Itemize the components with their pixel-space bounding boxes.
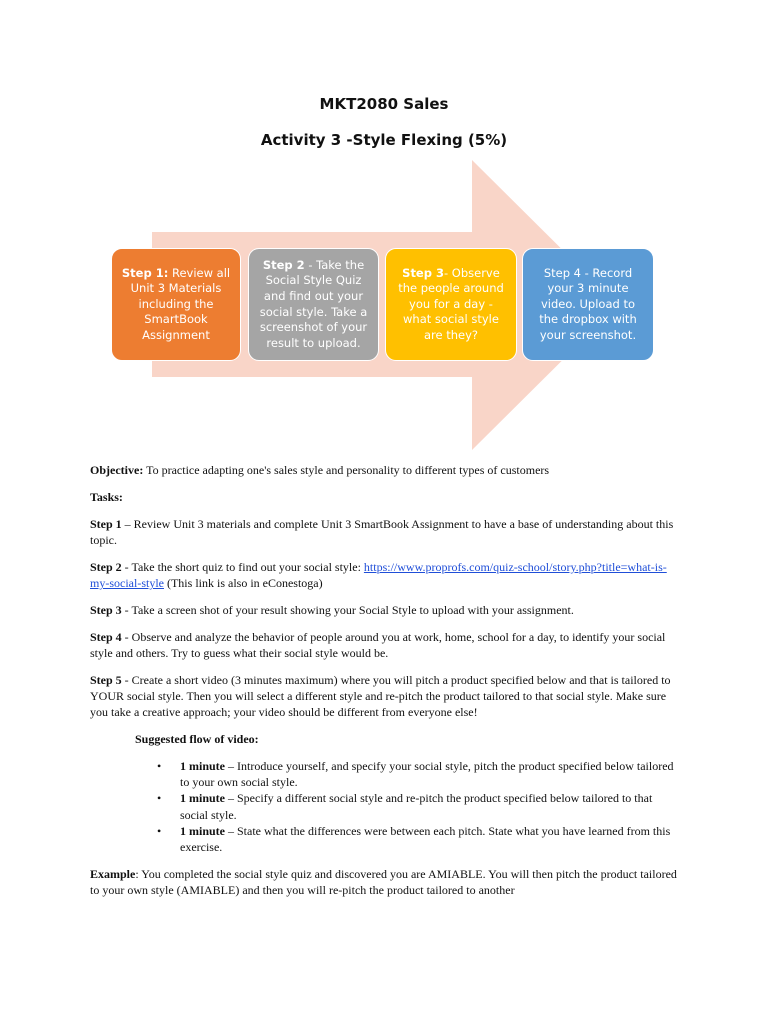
activity-subtitle: Activity 3 -Style Flexing (5%)	[260, 131, 508, 149]
step-1-box	[111, 248, 241, 361]
step-4-box	[522, 248, 654, 361]
example-text: : You completed the social style quiz and discovered you are AMIABLE. You will then pitch the product tailored to your own style (AMIABLE) and then you will re-pitch the product tailored to another	[90, 867, 677, 898]
task-4-text: - Observe and analyze the behavior of people around you at work, home, school for a day, to identify your social style and others. Try to guess what their social style would be.	[90, 629, 666, 660]
task-5	[90, 672, 680, 721]
video-flow-section	[135, 731, 680, 856]
task-3-label: Step 3	[90, 602, 122, 617]
flow-item-text: – Specify a different social style and re-pitch the product specified below tailored to that social style.	[180, 791, 653, 822]
step-4-text: Step 4 - Record your 3 minute video. Upload to the dropbox with your screenshot.	[539, 265, 637, 342]
step-1-label: Step 1:	[121, 265, 169, 280]
tasks-heading	[90, 489, 680, 505]
flow-item-label: 1 minute	[180, 824, 225, 839]
task-2-label: Step 2	[90, 559, 122, 574]
flow-item-label: 1 minute	[180, 791, 225, 806]
example-label: Example	[90, 867, 136, 882]
task-1-label: Step 1	[90, 516, 122, 531]
objective-paragraph	[90, 462, 680, 478]
task-4-label: Step 4	[90, 629, 122, 644]
document-title: MKT2080 Sales	[319, 95, 449, 113]
step-2-box	[248, 248, 379, 361]
video-flow-list	[135, 758, 680, 856]
task-3	[90, 602, 680, 618]
list-item	[135, 823, 680, 856]
task-2-pre: - Take the short quiz to find out your social style:	[121, 559, 364, 574]
objective-label: Objective:	[90, 463, 144, 477]
instructions-body	[90, 462, 680, 909]
task-1	[90, 516, 680, 549]
quiz-link[interactable]: https://www.proprofs.com/quiz-school/story.php?title=what-is-my-social-style	[90, 559, 667, 590]
task-1-text: – Review Unit 3 materials and complete Unit 3 SmartBook Assignment to have a base of understanding about this topic.	[90, 516, 674, 547]
bullet-icon: •	[157, 758, 162, 773]
list-item	[135, 790, 680, 823]
task-2-post: (This link is also in eConestoga)	[163, 575, 323, 590]
task-4	[90, 629, 680, 662]
step-3-box	[385, 248, 517, 361]
flow-item-text: – State what the differences were between each pitch. State what you have learned from this exercise.	[180, 824, 671, 855]
tasks-label: Tasks:	[90, 489, 123, 504]
bullet-icon: •	[157, 791, 162, 806]
objective-text: To practice adapting one's sales style and personality to different types of customers	[143, 463, 550, 477]
video-flow-title: Suggested flow of video:	[135, 732, 259, 747]
flow-item-label: 1 minute	[180, 758, 225, 773]
bullet-icon: •	[157, 824, 162, 839]
flow-item-text: – Introduce yourself, and specify your social style, pitch the product specified below tailored to your own social style.	[180, 758, 674, 790]
example-paragraph	[90, 866, 680, 899]
task-5-label: Step 5	[90, 672, 122, 687]
task-5-text: - Create a short video (3 minutes maximum) where you will pitch a product specified below and that is tailored to YOUR social style. Then you will select a different style and re-pitch the product tailored to that social style. Make sure you take a creative approach; your video should be different from everyone else!	[90, 672, 671, 720]
step-1-text: Review all Unit 3 Materials including the SmartBook Assignment	[130, 265, 231, 342]
step-3-label: Step 3	[402, 265, 444, 280]
step-2-label: Step 2	[262, 257, 305, 272]
step-2-text: - Take the Social Style Quiz and find out your social style. Take a screenshot of your result to upload.	[259, 257, 368, 350]
task-3-text: - Take a screen shot of your result showing your Social Style to upload with your assignment.	[121, 602, 574, 617]
step-3-text: - Observe the people around you for a day - what social style are they?	[398, 265, 504, 342]
list-item	[135, 758, 680, 791]
task-2	[90, 559, 680, 592]
